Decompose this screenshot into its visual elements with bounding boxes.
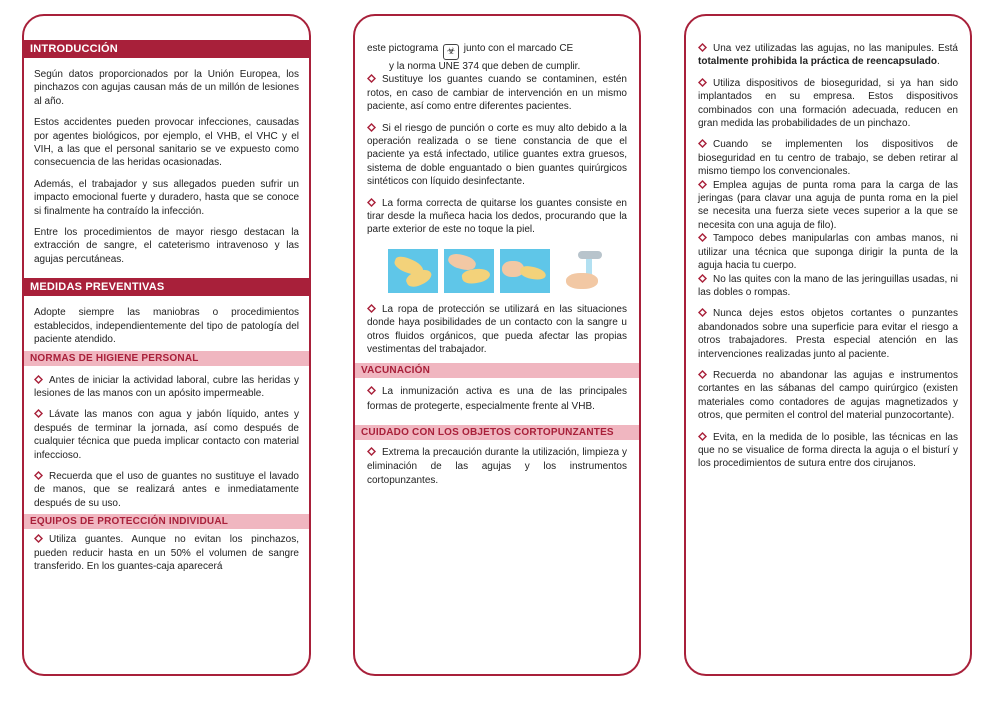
section-header-medidas-preventivas: MEDIDAS PREVENTIVAS [24,278,309,296]
subheader-higiene: NORMAS DE HIGIENE PERSONAL [24,351,309,366]
list-item: Emplea agujas de punta roma para la carga de las jeringas (para clavar una aguja de punta roma en la piel se necesita una fuerza siete veces superior a la que se necesita con una aguja de filo). [698,179,958,231]
list-item: Lávate las manos con agua y jabón líquido, antes y después de terminar la jornada, así como después de cualquier técnica que pueda implicar contacto con material infeccioso. [34,409,299,461]
list-item: Tampoco debes manipularlas con ambas manos, ni utilizar una técnica que suponga dirigir la punta de la aguja hacia tu cuerpo. [698,233,958,272]
intro-paragraph: Según datos proporcionados por la Unión Europea, los pinchazos con agujas causan más de un millón de lesiones al año. [34,69,299,107]
continuation-line: y la norma UNE 374 que deben de cumplir. [389,61,581,72]
panel-middle [353,14,641,676]
diamond-bullet-icon [34,534,43,543]
subheader-cortopunzantes: CUIDADO CON LOS OBJETOS CORTOPUNZANTES [355,425,639,440]
list-item: Cuando se implementen los dispositivos de bioseguridad en tu centro de trabajo, se deben retirar al mismo tiempo los convencionales. [698,139,958,178]
diamond-bullet-icon [367,447,376,456]
diamond-bullet-icon [698,78,707,87]
medidas-paragraph: Adopte siempre las maniobras o procedimientos establecidos, independientemente del tipo de patología del paciente atendido. [34,307,299,346]
list-item: Recuerda que el uso de guantes no sustituye el lavado de manos, que se realizará antes e inmediatamente después de su uso. [34,470,299,509]
list-item: Sustituye los guantes cuando se contaminen, estén rotos, en caso de cambiar de intervención en un mismo paciente, así como entre diferentes pacientes. [367,74,627,113]
diamond-bullet-icon [698,308,707,317]
list-item: Utiliza guantes. Aunque no evitan los pinchazos, pueden reducir hasta en un 50% el volumen de sangre transferido. En los guantes-caja aparecerá [34,534,299,572]
subheader-vacunacion: VACUNACIÓN [355,363,639,378]
list-item: Evita, en la medida de lo posible, las técnicas en las que no se visualice de forma directa la aguja o el bisturí y los procedimientos de sutura entre dos cirujanos. [698,431,958,470]
intro-paragraph: Entre los procedimientos de mayor riesgo destacan la extracción de sangre, el cateterismo intravenoso y las agujas percutáneas. [34,227,299,265]
diamond-bullet-icon [698,432,707,441]
list-item: La inmunización activa es una de las principales formas de protegerte, especialmente frente al VHB. [367,385,627,412]
diamond-bullet-icon [698,180,707,189]
biohazard-icon: ☣ [443,44,459,60]
diamond-bullet-icon [698,233,707,242]
diamond-bullet-icon [367,198,376,207]
handwashing-image [556,249,606,293]
list-item: No las quites con la mano de las jeringuillas usadas, ni las dobles o rompas. [698,273,958,298]
glove-step-image [388,249,438,293]
diamond-bullet-icon [367,304,376,313]
emphasis-text: totalmente prohibida la práctica de reencapsulado [698,56,937,68]
diamond-bullet-icon [698,139,707,148]
diamond-bullet-icon [367,123,376,132]
section-header-introduccion: INTRODUCCIÓN [24,40,309,58]
list-item: Antes de iniciar la actividad laboral, cubre las heridas y lesiones de las manos con un apósito impermeable. [34,374,299,399]
diamond-bullet-icon [367,74,376,83]
intro-paragraph: Estos accidentes pueden provocar infecciones, causadas por agentes biológicos, por ejemplo, el VHB, el VHC y el VIH, a las que el personal sanitario se ve expuesto como consecuencia de las heridas ocasionadas. [34,117,299,169]
panel-left [22,14,311,676]
subheader-equipos: EQUIPOS DE PROTECCIÓN INDIVIDUAL [24,514,309,529]
list-item: Extrema la precaución durante la utilización, limpieza y eliminación de las agujas y los instrumentos cortopunzantes. [367,446,627,486]
glove-step-image [444,249,494,293]
diamond-bullet-icon [698,274,707,283]
intro-paragraph: Además, el trabajador y sus allegados pueden sufrir un impacto emocional fuerte y duradero, hasta que se conoce si finalmente ha contraído la infección. [34,178,299,217]
glove-step-image [500,249,550,293]
list-item: La forma correcta de quitarse los guantes consiste en tirar desde la muñeca hacia los dedos, procurando que la parte exterior de este no toque la piel. [367,197,627,236]
list-item: La ropa de protección se utilizará en las situaciones donde haya posibilidades de un contacto con la sangre u otros fluidos orgánicos, que pueda afectar las propias vestimentas del trabajador. [367,303,627,356]
list-item: Nunca dejes estos objetos cortantes o punzantes abandonados sobre una superficie para evitar el riesgo a otros trabajadores. Presta especial atención en las intervenciones realizadas junto al paciente. [698,308,958,360]
continuation-line: este pictograma ☣ junto con el marcado CE [367,42,627,60]
panel-right [684,14,972,676]
glove-removal-images [367,249,627,293]
diamond-bullet-icon [34,375,43,384]
list-item: Si el riesgo de punción o corte es muy alto debido a la operación realizada o se tiene constancia de que el paciente ya está infectado, utilice guantes extra gruesos, sistema de doble enguantado o bien guantes quirúrgicos sintéticos con líquido desinfectante. [367,122,627,188]
list-item: Recuerda no abandonar las agujas e instrumentos cortantes en las sábanas del campo quirúrgico (existen materiales como contadores de agujas magnetizados y otros, que permiten el control del material punzocortante). [698,369,958,422]
diamond-bullet-icon [367,386,376,395]
list-item: Utiliza dispositivos de bioseguridad, si ya han sido implantados en su empresa. Estos dispositivos combinados con una formación adecuada, reducen en gran medida las probabilidades de un pinchazo. [698,77,958,130]
list-item: Una vez utilizadas las agujas, no las manipules. Está totalmente prohibida la práctica de reencapsulado. [698,43,958,68]
diamond-bullet-icon [34,409,43,418]
diamond-bullet-icon [698,43,707,52]
diamond-bullet-icon [34,471,43,480]
diamond-bullet-icon [698,370,707,379]
